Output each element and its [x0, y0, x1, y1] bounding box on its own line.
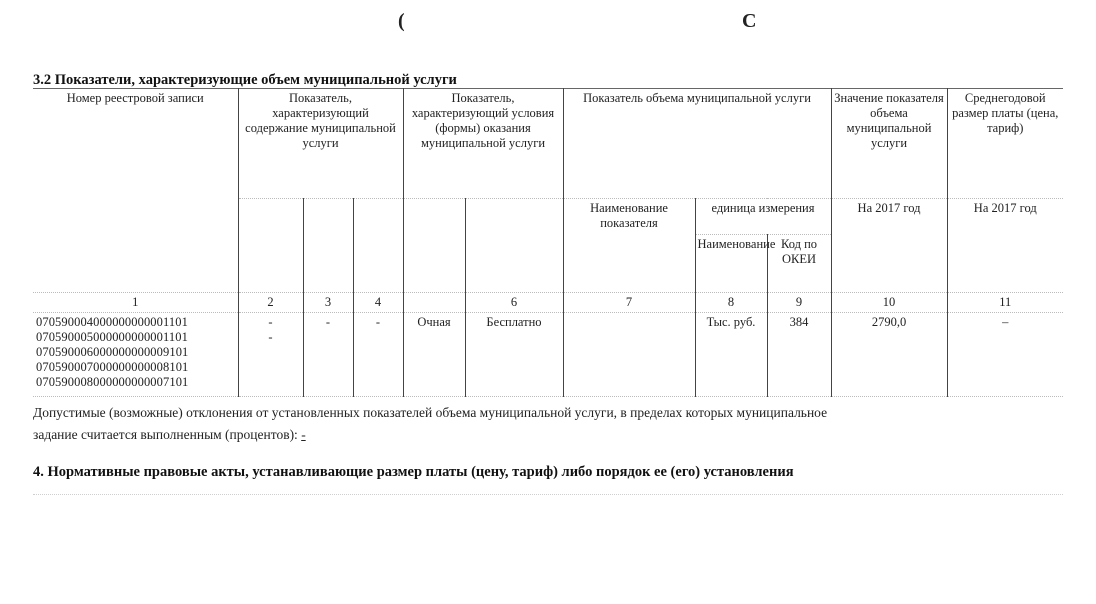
header-indicator-name: Наименование показателя: [563, 199, 695, 293]
okei-code-value: 384: [767, 313, 831, 397]
registry-record: 070590005000000000001101: [36, 330, 188, 344]
content-indicator-2-value-extra: -: [268, 330, 273, 344]
registry-record: 070590008000000000007101: [36, 375, 189, 389]
header-condition-indicator: Показатель, характеризующий условия (формы) оказания муниципальной услуги: [403, 89, 563, 199]
header-subcol-6: [465, 199, 563, 293]
column-number-1: 1: [33, 293, 238, 313]
registry-record: 070590007000000000008101: [36, 360, 189, 374]
header-okei-code: Код по ОКЕИ: [767, 235, 831, 293]
header-year-value: На 2017 год: [831, 199, 947, 293]
header-unit-name: Наименование: [695, 235, 767, 293]
header-subcol-3: [303, 199, 353, 293]
scan-mark-left: (: [398, 10, 405, 32]
header-subcol-2: [238, 199, 303, 293]
scan-mark-right: C: [742, 10, 757, 32]
condition-fee-value: Бесплатно: [465, 313, 563, 397]
header-avg-fee: Среднегодовой размер платы (цена, тариф): [947, 89, 1063, 199]
column-number-9: 9: [767, 293, 831, 313]
header-content-indicator: Показатель, характеризующий содержание муниципальной услуги: [238, 89, 403, 199]
header-subcol-5: [403, 199, 465, 293]
registry-record: 070590006000000000009101: [36, 345, 189, 359]
header-registry-number: Номер реестровой записи: [33, 89, 238, 293]
column-number-5: [403, 293, 465, 313]
volume-indicators-table: [33, 88, 1063, 397]
column-number-11: 11: [947, 293, 1063, 313]
avg-fee-value: –: [947, 313, 1063, 397]
deviation-value: -: [301, 427, 306, 442]
deviation-text-line-1: Допустимые (возможные) отклонения от установленных показателей объема муниципальной услуги, в пределах которых муниципальное: [33, 405, 828, 420]
column-number-10: 10: [831, 293, 947, 313]
header-unit: единица измерения: [695, 199, 831, 235]
content-indicator-3-value: -: [303, 313, 353, 397]
registry-record-list: [33, 313, 238, 397]
header-volume-value: Значение показателя объема муниципальной услуги: [831, 89, 947, 199]
column-number-3: 3: [303, 293, 353, 313]
deviation-text-label: задание считается выполненным (процентов):: [33, 427, 298, 442]
section-4-title: 4. Нормативные правовые акты, устанавливающие размер платы (цену, тариф) либо порядок ее (его) установления: [33, 464, 794, 480]
registry-record: 070590004000000000001101: [36, 315, 188, 329]
unit-name-value: Тыс. руб.: [695, 313, 767, 397]
indicator-name-value: [563, 313, 695, 397]
divider: [33, 494, 1063, 495]
volume-value: 2790,0: [831, 313, 947, 397]
column-number-6: 6: [465, 293, 563, 313]
column-number-2: 2: [238, 293, 303, 313]
header-year-fee: На 2017 год: [947, 199, 1063, 293]
content-indicator-2-value: -: [268, 315, 273, 329]
column-number-8: 8: [695, 293, 767, 313]
section-title: 3.2 Показатели, характеризующие объем муниципальной услуги: [33, 72, 457, 88]
content-indicator-4-value: -: [353, 313, 403, 397]
column-number-7: 7: [563, 293, 695, 313]
column-number-4: 4: [353, 293, 403, 313]
deviation-text-line-2: [33, 427, 1083, 443]
condition-form-value: Очная: [403, 313, 465, 397]
header-subcol-4: [353, 199, 403, 293]
header-volume-indicator: Показатель объема муниципальной услуги: [563, 89, 831, 199]
content-indicator-2-cell: [238, 313, 303, 397]
